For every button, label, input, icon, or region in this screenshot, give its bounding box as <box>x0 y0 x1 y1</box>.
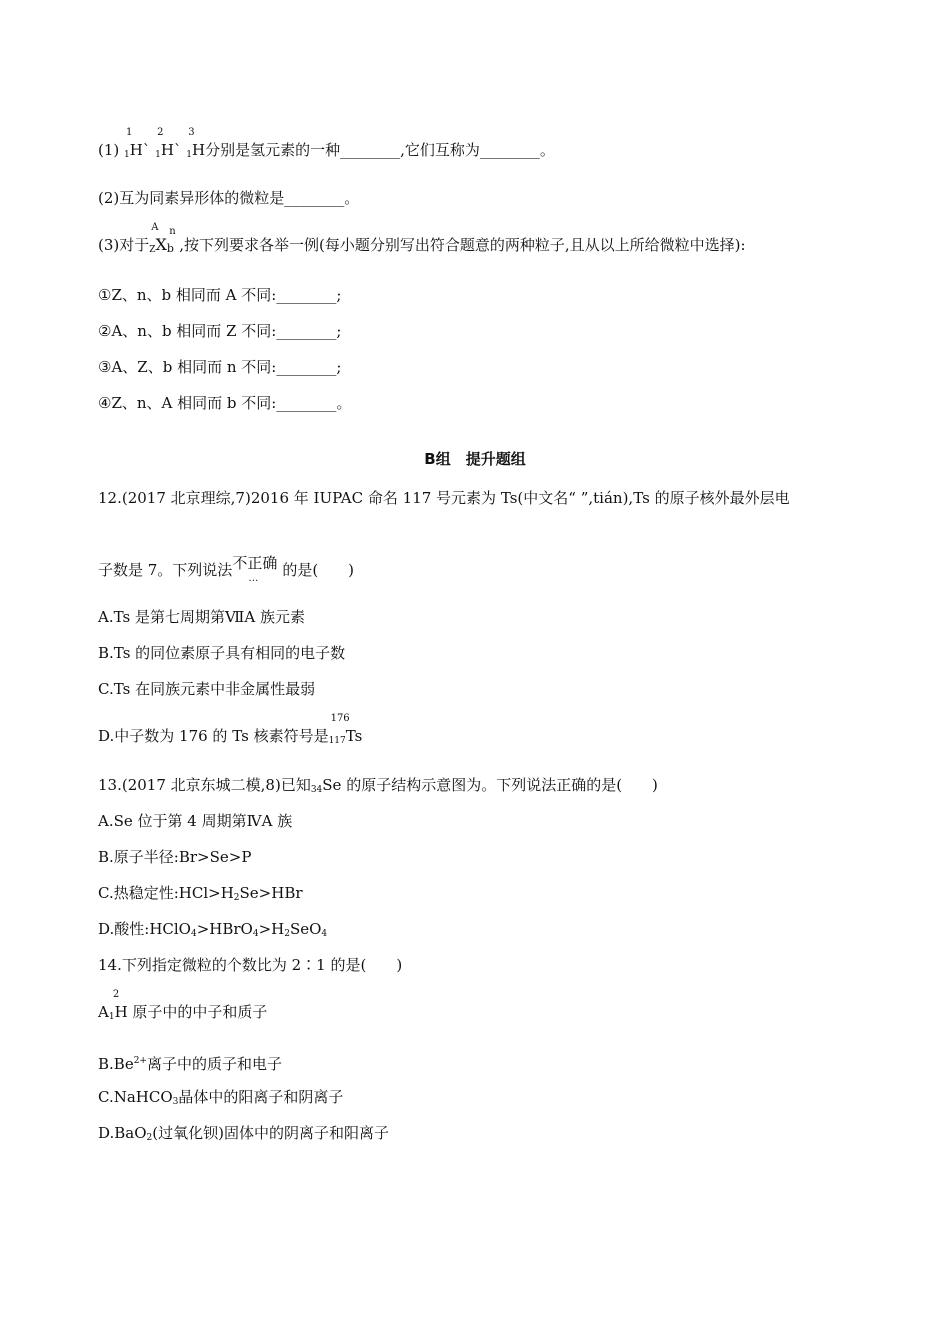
q12-stem-line1: 12.(2017 北京理综,7)2016 年 IUPAC 命名 117 号元素为 Ts(中文名“ ”,tián),Ts 的原子核外最外层电 <box>98 489 790 507</box>
q14-option-c-a: C.NaHCO <box>98 1088 173 1106</box>
nuclide-h3-mass: 3 <box>188 127 195 138</box>
q13-se-sub: 34 <box>310 785 323 795</box>
q13-option-d-b: >HBrO <box>196 920 253 938</box>
q11-part1-prefix: (1) <box>98 141 125 159</box>
q13-option-c-a: C.热稳定性:HCl>H <box>98 884 234 902</box>
q11-part3 <box>98 222 746 260</box>
q14-option-b-a: B.Be <box>98 1055 134 1073</box>
q12-option-c: C.Ts 在同族元素中非金属性最弱 <box>98 680 316 698</box>
q11-part3-prefix: (3)对于 <box>98 236 150 254</box>
symbol-a: A <box>151 222 159 233</box>
q13-option-b: B.原子半径:Br>Se>P <box>98 848 252 866</box>
symbol-x: X <box>155 235 167 254</box>
q14-option-d-sub: 2 <box>146 1133 153 1143</box>
nuclide-h1 <box>124 127 151 165</box>
ts-nuclide <box>328 713 363 751</box>
q14-option-b <box>98 1051 282 1074</box>
q12-option-a: A.Ts 是第七周期第ⅦA 族元素 <box>98 608 305 626</box>
deuterium-z: 1 <box>108 1012 115 1022</box>
ts-mass: 176 <box>330 713 350 724</box>
q13-option-c <box>98 883 303 908</box>
q12-stem-a: 子数是 7。下列说法 <box>98 561 233 579</box>
nuclide-h1-symbol: H` <box>129 141 151 159</box>
q13-option-d-sub4: 4 <box>321 929 328 939</box>
q14-option-c-b: 晶体中的阳离子和阴离子 <box>178 1088 344 1106</box>
q11-part1-text: 分别是氢元素的一种________,它们互称为________。 <box>205 141 555 159</box>
q12-stem-line2 <box>98 554 355 584</box>
q11-part3-text: ,按下列要求各举一例(每小题分别写出符合题意的两种粒子,且从以上所给微粒中选择): <box>179 236 746 254</box>
q13-stem-b: Se 的原子结构示意图为。下列说法正确的是( ) <box>322 776 658 794</box>
q14-option-b-sup: 2+ <box>133 1056 147 1066</box>
q12-option-d <box>98 713 363 751</box>
q13-option-d-sub3: 2 <box>284 929 290 939</box>
nuclide-h3-z: 1 <box>186 150 192 160</box>
q13-option-c-b: Se>HBr <box>239 884 303 902</box>
q14-option-d-a: D.BaO <box>98 1124 147 1142</box>
symbol-b: b <box>166 242 174 255</box>
q14-option-d-b: (过氧化钡)固体中的阴离子和阳离子 <box>152 1124 389 1142</box>
nuclide-h3 <box>186 127 206 165</box>
ts-symbol: Ts <box>345 727 363 745</box>
q11-item-1: ①Z、n、b 相同而 A 不同:________; <box>98 286 342 304</box>
nuclide-h2-symbol: H` <box>160 141 182 159</box>
nuclide-h1-mass: 1 <box>126 127 133 138</box>
deuterium-nuclide <box>108 989 120 1027</box>
symbol-z: Z <box>149 245 156 255</box>
q14-option-a <box>98 989 268 1027</box>
q12-option-b: B.Ts 的同位素原子具有相同的电子数 <box>98 644 346 662</box>
q14-option-a-prefix: A <box>98 1003 109 1021</box>
q14-option-a-text: H 原子中的中子和质子 <box>114 1003 268 1021</box>
q13-option-d-sub2: 4 <box>252 929 259 939</box>
q11-item-3: ③A、Z、b 相同而 n 不同:________; <box>98 358 342 376</box>
section-title: B组 提升题组 <box>424 450 526 468</box>
q13-option-d-c: >H <box>258 920 285 938</box>
nuclide-h1-z: 1 <box>124 150 130 160</box>
nuclide-h2-mass: 2 <box>157 127 164 138</box>
q14-stem: 14.下列指定微粒的个数比为 2∶1 的是( ) <box>98 956 403 974</box>
q11-part2: (2)互为同素异形体的微粒是________。 <box>98 189 360 207</box>
nuclide-h3-symbol: H <box>191 141 206 159</box>
nuclide-h2 <box>155 127 182 165</box>
general-nuclide-symbol <box>149 222 179 260</box>
q13-option-c-sub: 2 <box>233 893 240 903</box>
q12-stem-b: 的是( ) <box>282 561 355 579</box>
q13-option-d-a: D.酸性:HClO <box>98 920 191 938</box>
q12-emphasis-text: 不正确 <box>232 554 278 572</box>
ts-z: 117 <box>328 736 346 746</box>
q14-option-c-sub: 3 <box>172 1097 179 1107</box>
q12-option-d-prefix: D.中子数为 176 的 Ts 核素符号是 <box>98 727 329 745</box>
q14-option-b-b: 离子中的质子和电子 <box>146 1055 282 1073</box>
q11-item-4: ④Z、n、A 相同而 b 不同:________。 <box>98 394 352 412</box>
q14-option-d <box>98 1123 389 1148</box>
q13-stem <box>98 775 658 800</box>
q13-option-d-d: SeO <box>289 920 322 938</box>
q13-option-d-sub1: 4 <box>190 929 197 939</box>
q12-emphasis-dots: … <box>248 573 259 584</box>
q11-part1 <box>98 127 555 165</box>
q13-option-d <box>98 919 327 944</box>
q13-option-a: A.Se 位于第 4 周期第ⅣA 族 <box>98 812 293 830</box>
q11-item-2: ②A、n、b 相同而 Z 不同:________; <box>98 322 342 340</box>
symbol-n: n <box>169 226 176 237</box>
q14-option-c <box>98 1087 343 1112</box>
q13-stem-a: 13.(2017 北京东城二模,8)已知 <box>98 776 311 794</box>
deuterium-mass: 2 <box>112 989 120 1000</box>
nuclide-h2-z: 1 <box>155 150 161 160</box>
